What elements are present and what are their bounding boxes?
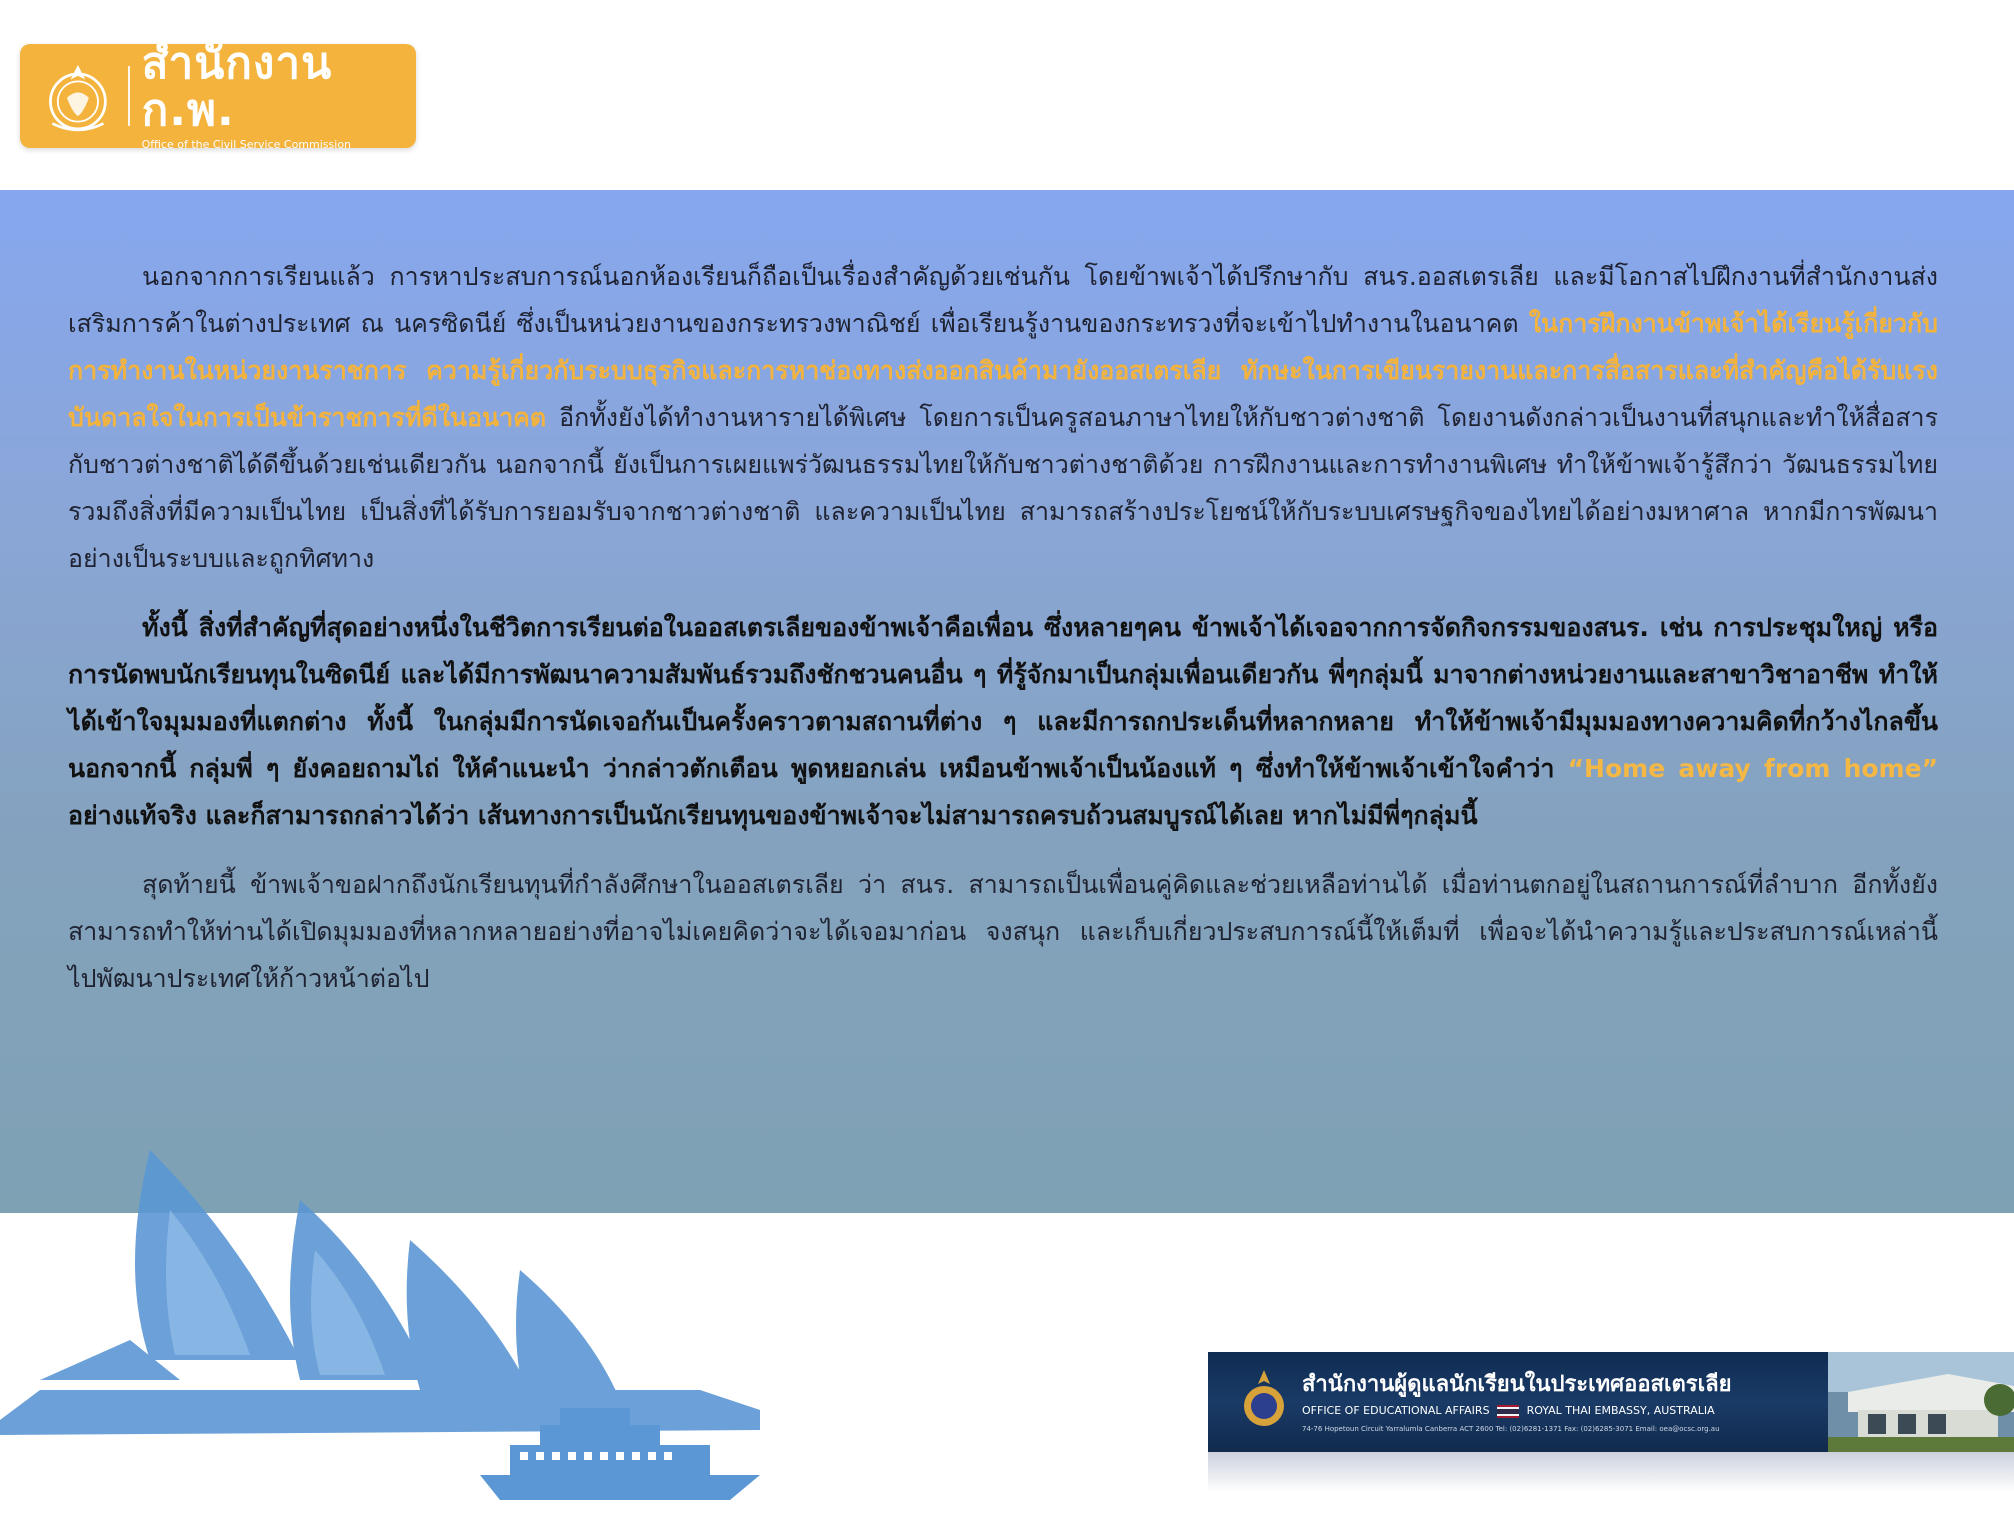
paragraph-friends (68, 604, 1938, 839)
paragraph-internship (68, 253, 1938, 582)
oea-banner (1208, 1352, 2014, 1452)
paragraph-text: อย่างแท้จริง และก็สามารถกล่าวได้ว่า เส้นทางการเป็นนักเรียนทุนของข้าพเจ้าจะไม่สามารถครบถ้วนสมบูรณ์ได้เลย หากไม่มีพี่ๆกลุ่มนี้ (68, 801, 1478, 830)
highlighted-quote: “Home away from home” (1567, 754, 1938, 783)
garuda-emblem-icon (34, 48, 122, 144)
paragraph-closing (68, 861, 1938, 1002)
banner-office-name: OFFICE OF EDUCATIONAL AFFAIRS (1302, 1404, 1490, 1417)
banner-address: 74-76 Hopetoun Circuit Yarralumla Canberra ACT 2600 Tel: (02)6281-1371 Fax: (02)6285-3071 Email: oea@ocsc.org.au (1302, 1425, 1720, 1433)
paragraph-text: สุดท้ายนี้ ข้าพเจ้าขอฝากถึงนักเรียนทุนที่กำลังศึกษาในออสเตรเลีย ว่า สนร. สามารถเป็นเพื่อนคู่คิดและช่วยเหลือท่านได้ เมื่อท่านตกอยู่ในสถานการณ์ที่ลำบาก อีกทั้งยังสามารถทำให้ท่านได้เปิดมุมมองที่หลากหลายอย่างที่อาจไม่เคยคิดว่าจะได้เจอมาก่อน จงสนุก และเก็บเกี่ยวประสบการณ์นี้ให้เต็มที่ เพื่อจะได้นำความรู้และประสบการณ์เหล่านี้ ไปพัฒนาประเทศให้ก้าวหน้าต่อไป (68, 870, 1938, 993)
paragraph-text: ทั้งนี้ สิ่งที่สำคัญที่สุดอย่างหนึ่งในชีวิตการเรียนต่อในออสเตรเลียของข้าพเจ้าคือเพื่อน ซึ่งหลายๆคน ข้าพเจ้าได้เจอจากการจัดกิจกรรมของสนร. เช่น การประชุมใหญ่ หรือการนัดพบนักเรียนทุนในซิดนีย์ และได้มีการพัฒนาความสัมพันธ์รวมถึงชักชวนคนอื่น ๆ ที่รู้จักมาเป็นกลุ่มเพื่อนเดียวกัน พี่ๆกลุ่มนี้ มาจากต่างหน่วยงานและสาขาวิชาอาชีพ ทำให้ได้เข้าใจมุมมองที่แตกต่าง ทั้งนี้ ในกลุ่มมีการนัดเจอกันเป็นครั้งคราวตามสถานที่ต่าง ๆ และมีการถกประเด็นที่หลากหลาย ทำให้ข้าพเจ้ามีมุมมองทางความคิดที่กว้างไกลขึ้น นอกจากนี้ กลุ่มพี่ ๆ ยังคอยถามไถ่ ให้คำแนะนำ ว่ากล่าวตักเตือน พูดหยอกเล่น เหมือนข้าพเจ้าเป็นน้องแท้ ๆ ซึ่งทำให้ข้าพเจ้าเข้าใจคำว่า (68, 613, 1938, 783)
logo-title: สำนักงาน ก.พ. (141, 38, 333, 136)
paragraph-text: นอกจากการเรียนแล้ว การหาประสบการณ์นอกห้องเรียนก็ถือเป็นเรื่องสำคัญด้วยเช่นกัน โดยข้าพเจ้าได้ปรึกษากับ สนร.ออสเตรเลีย และมีโอกาสไปฝึกงานที่สำนักงานส่งเสริมการค้าในต่างประเทศ ณ นครซิดนีย์ ซึ่งเป็นหน่วยงานของกระทรวงพาณิชย์ เพื่อเรียนรู้งานของกระทรวงที่จะเข้าไปทำงานในอนาคต (68, 262, 1938, 338)
logo-subtitle: Office of the Civil Service Commission (141, 137, 352, 151)
banner-english-name (1302, 1404, 1715, 1418)
logo-text (141, 38, 416, 151)
logo-divider (128, 66, 130, 126)
banner-embassy-name: ROYAL THAI EMBASSY, AUSTRALIA (1526, 1404, 1715, 1417)
article-body (68, 253, 1938, 1024)
banner-title: สำนักงานผู้ดูแลนักเรียนในประเทศออสเตรเลีย (1302, 1372, 1732, 1397)
sydney-opera-house-illustration (0, 1090, 840, 1516)
highlighted-text: ในการฝึกงานข้าพเจ้าได้เรียนรู้เกี่ยวกับการทำงานในหน่วยงานราชการ ความรู้เกี่ยวกับระบบธุรกิจและการหาช่องทางส่งออกสินค้ามายังออสเตรเลีย ทักษะในการเขียนรายงานและการสื่อสารและที่สำคัญคือได้รับแรงบันดาลใจในการเป็นข้าราชการที่ดีในอนาคต (68, 309, 1938, 432)
banner-reflection (1208, 1452, 2014, 1492)
thai-emblem-icon (1238, 1366, 1290, 1438)
thai-flag-icon (1497, 1405, 1519, 1418)
ocsc-logo (20, 38, 416, 151)
office-building-photo (1828, 1352, 2014, 1452)
paragraph-text: อีกทั้งยังได้ทำงานหารายได้พิเศษ โดยการเป็นครูสอนภาษาไทยให้กับชาวต่างชาติ โดยงานดังกล่าวเป็นงานที่สนุกและทำให้สื่อสารกับชาวต่างชาติได้ดีขึ้นด้วยเช่นเดียวกัน นอกจากนี้ ยังเป็นการเผยแพร่วัฒนธรรมไทยให้กับชาวต่างชาติด้วย การฝึกงานและการทำงานพิเศษ ทำให้ข้าพเจ้ารู้สึกว่า วัฒนธรรมไทยรวมถึงสิ่งที่มีความเป็นไทย เป็นสิ่งที่ได้รับการยอมรับจากชาวต่างชาติ และความเป็นไทย สามารถสร้างประโยชน์ให้กับระบบเศรษฐกิจของไทยได้อย่างมหาศาล หากมีการพัฒนาอย่างเป็นระบบและถูกทิศทาง (68, 403, 1938, 573)
